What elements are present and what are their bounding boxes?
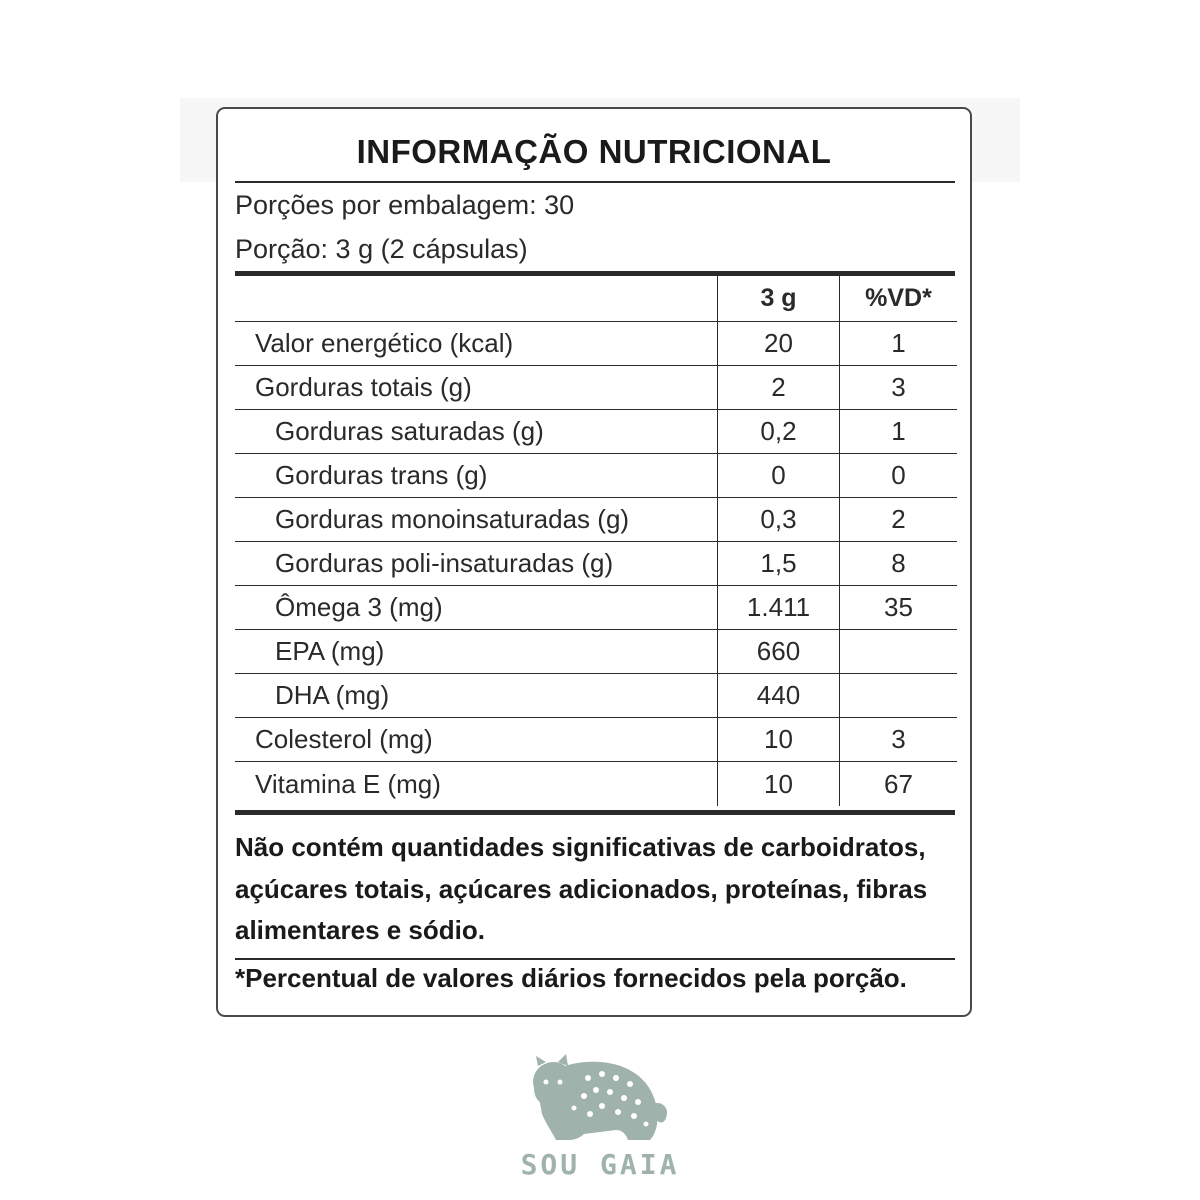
table-row (235, 718, 957, 762)
nutrient-amount: 440 (717, 674, 839, 717)
nutrient-name: Gorduras trans (g) (275, 460, 488, 490)
nutrient-dv: 67 (839, 762, 957, 806)
nutrient-name: EPA (mg) (275, 636, 385, 666)
table-row (235, 630, 957, 674)
table-row (235, 762, 957, 806)
jaguar-mascot-icon (500, 1052, 700, 1144)
table-row (235, 498, 957, 542)
nutrient-name: DHA (mg) (275, 680, 390, 710)
daily-value-footnote: *Percentual de valores diários fornecidos pela porção. (235, 963, 907, 993)
table-row (235, 322, 957, 366)
table-row (235, 542, 957, 586)
brand-name: SOU GAIA (520, 1148, 680, 1181)
nutrient-dv: 0 (839, 454, 957, 497)
nutrient-amount: 2 (717, 366, 839, 409)
nutrient-amount: 660 (717, 630, 839, 673)
table-row (235, 674, 957, 718)
nutrient-name: Gorduras poli-insaturadas (g) (275, 548, 614, 578)
table-row (235, 454, 957, 498)
title-divider (235, 181, 955, 183)
nutrient-amount: 10 (717, 718, 839, 761)
nutrient-dv: 1 (839, 410, 957, 453)
header-daily-value: %VD* (839, 276, 957, 321)
nutrient-dv (839, 630, 957, 673)
label-title: INFORMAÇÃO NUTRICIONAL (356, 133, 832, 170)
nutrition-label (216, 107, 972, 1017)
table-header-row (235, 276, 957, 322)
nutrient-dv (839, 674, 957, 717)
table-row (235, 586, 957, 630)
nutrient-name: Valor energético (kcal) (255, 328, 514, 358)
nutrient-dv: 3 (839, 718, 957, 761)
nutrient-dv: 3 (839, 366, 957, 409)
nutrient-amount: 0,3 (717, 498, 839, 541)
table-bottom-rule (235, 810, 955, 815)
nutrient-dv: 35 (839, 586, 957, 629)
table-row (235, 366, 957, 410)
nutrient-name: Vitamina E (mg) (255, 768, 441, 799)
serving-size: Porção: 3 g (2 cápsulas) (235, 234, 528, 264)
table-row (235, 410, 957, 454)
header-nutrient (235, 276, 717, 321)
nutrient-amount: 1.411 (717, 586, 839, 629)
brand-logo (500, 1052, 700, 1182)
nutrient-name: Gorduras totais (g) (255, 372, 472, 402)
nutrient-name: Gorduras saturadas (g) (275, 416, 544, 446)
header-amount: 3 g (717, 276, 839, 321)
nutrient-name: Colesterol (mg) (255, 724, 433, 754)
nutrient-amount: 0 (717, 454, 839, 497)
nutrient-dv: 1 (839, 322, 957, 365)
footnote-divider (235, 958, 955, 960)
nutrient-amount: 1,5 (717, 542, 839, 585)
not-significant-note: Não contém quantidades significativas de carboidratos, açúcares totais, açúcares adicionados, proteínas, fibras alimentares e sódio. (235, 832, 928, 945)
nutrient-amount: 20 (717, 322, 839, 365)
nutrient-dv: 8 (839, 542, 957, 585)
servings-per-package: Porções por embalagem: 30 (235, 190, 575, 220)
nutrient-amount: 0,2 (717, 410, 839, 453)
nutrient-amount: 10 (717, 762, 839, 806)
nutrient-dv: 2 (839, 498, 957, 541)
nutrient-name: Ômega 3 (mg) (275, 592, 443, 622)
nutrient-name: Gorduras monoinsaturadas (g) (275, 504, 630, 534)
